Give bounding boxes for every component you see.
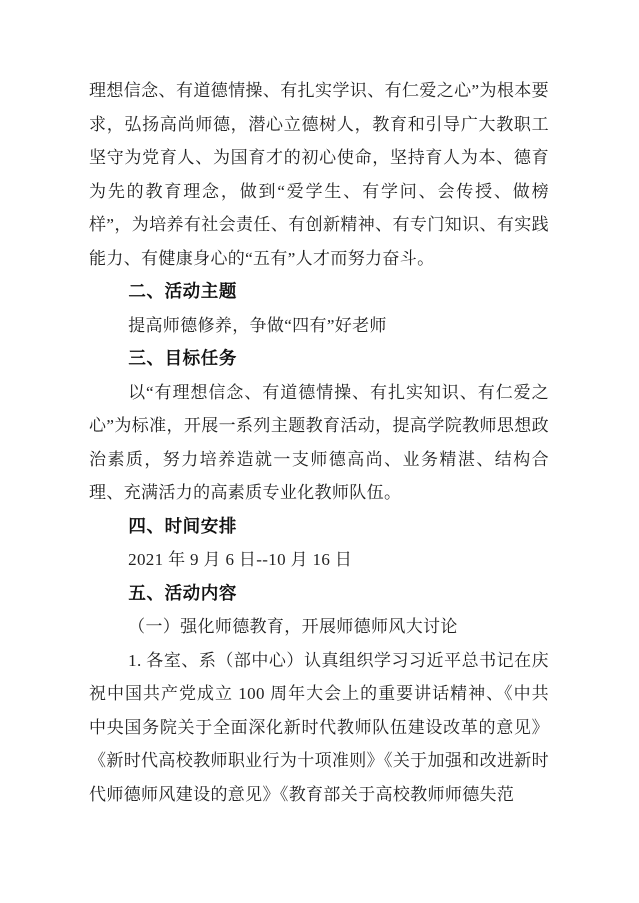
section-heading: 五、活动内容 [128,582,237,603]
document-text-block [89,74,549,811]
section-heading: 二、活动主题 [128,281,237,301]
paragraph: 1. 各室、系（部中心）认真组织学习习近平总书记在庆祝中国共产党成立 100 周年大会上的重要讲话精神、《中共中央国务院关于全面深化新时代教师队伍建设改革的意见》《新时代高校教师职业行为十项准则》《关于加强和改进新时代师德师风建设的意见》《教育部关于高校教师师德失范 [89,650,549,804]
paragraph: 理想信念、有道德情操、有扎实学识、有仁爱之心”为根本要求，弘扬高尚师德，潜心立德树人，教育和引导广大教职工坚守为党育人、为国育才的初心使命，坚持育人为本、德育为先的教育理念，做到“爱学生、有学问、会传授、做榜样”，为培养有社会责任、有创新精神、有专门知识、有实践能力、有健康身心的“五有”人才而努力奋斗。 [89,81,549,268]
paragraph: （一）强化师德教育，开展师德师风大讨论 [128,617,458,636]
paragraph: 2021 年 9 月 6 日--10 月 16 日 [128,550,353,569]
paragraph: 提高师德修养，争做“四有”好老师 [128,315,387,335]
section-heading: 四、时间安排 [128,515,237,536]
section-heading: 三、目标任务 [128,348,237,368]
paragraph: 以“有理想信念、有道德情操、有扎实知识、有仁爱之心”为标准，开展一系列主题教育活动，提高学院教师思想政治素质，努力培养造就一支师德高尚、业务精湛、结构合理、充满活力的高素质专业化教师队伍。 [89,382,549,502]
